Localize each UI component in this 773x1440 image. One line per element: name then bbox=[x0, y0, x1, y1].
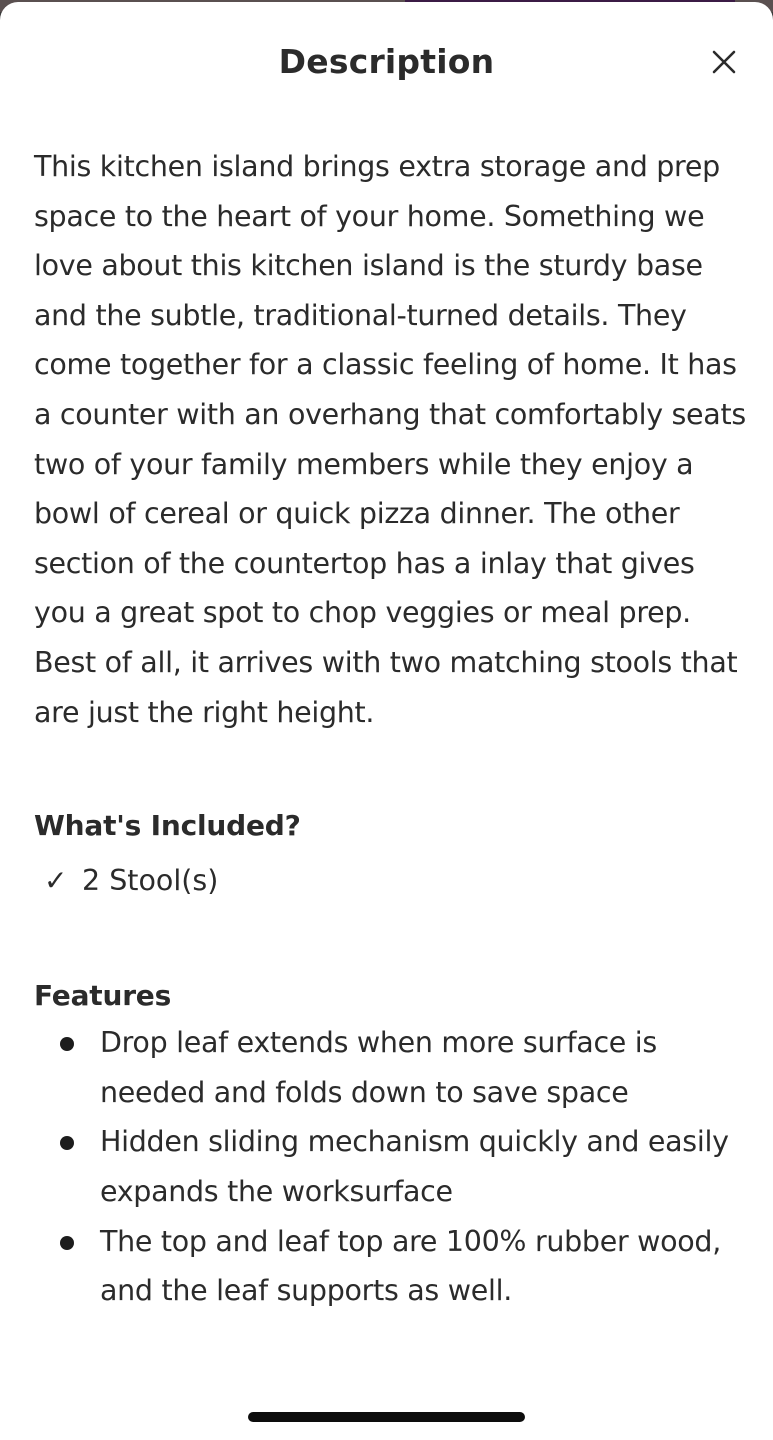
close-button[interactable] bbox=[702, 42, 746, 82]
bullet-icon bbox=[60, 1037, 74, 1051]
features-title: Features bbox=[34, 979, 172, 1013]
bullet-icon bbox=[60, 1136, 74, 1150]
included-item bbox=[34, 864, 746, 897]
description-sheet bbox=[0, 2, 773, 1440]
included-title: What's Included? bbox=[34, 809, 301, 843]
home-indicator[interactable] bbox=[248, 1412, 525, 1422]
sheet-header bbox=[0, 2, 773, 122]
feature-text: Hidden sliding mechanism quickly and easily expands the worksurface bbox=[100, 1125, 729, 1208]
feature-text: Drop leaf extends when more surface is needed and folds down to save space bbox=[100, 1026, 657, 1109]
bullet-icon bbox=[60, 1236, 74, 1250]
feature-item bbox=[34, 1217, 746, 1316]
features-list bbox=[34, 1018, 746, 1316]
feature-text: The top and leaf top are 100% rubber wood, and the leaf supports as well. bbox=[100, 1224, 721, 1308]
close-icon bbox=[712, 50, 736, 74]
description-text: This kitchen island brings extra storage and prep space to the heart of your home. Something we love about this kitchen island is the sturdy base and the subtle, traditional-turned details. They come together for a classic feeling of home. It has a counter with an overhang that comfortably seats two of your family members while they enjoy a bowl of cereal or quick pizza dinner. The other section of the countertop has a inlay that gives you a great spot to chop veggies or meal prep. Best of all, it arrives with two matching stools that are just the right height. bbox=[34, 150, 746, 729]
feature-item bbox=[34, 1018, 746, 1117]
included-item-label: 2 Stool(s) bbox=[82, 864, 219, 898]
checkmark-icon: ✓ bbox=[44, 864, 68, 898]
sheet-title: Description bbox=[278, 42, 495, 81]
sheet-content bbox=[34, 142, 746, 1316]
feature-item bbox=[34, 1117, 746, 1216]
